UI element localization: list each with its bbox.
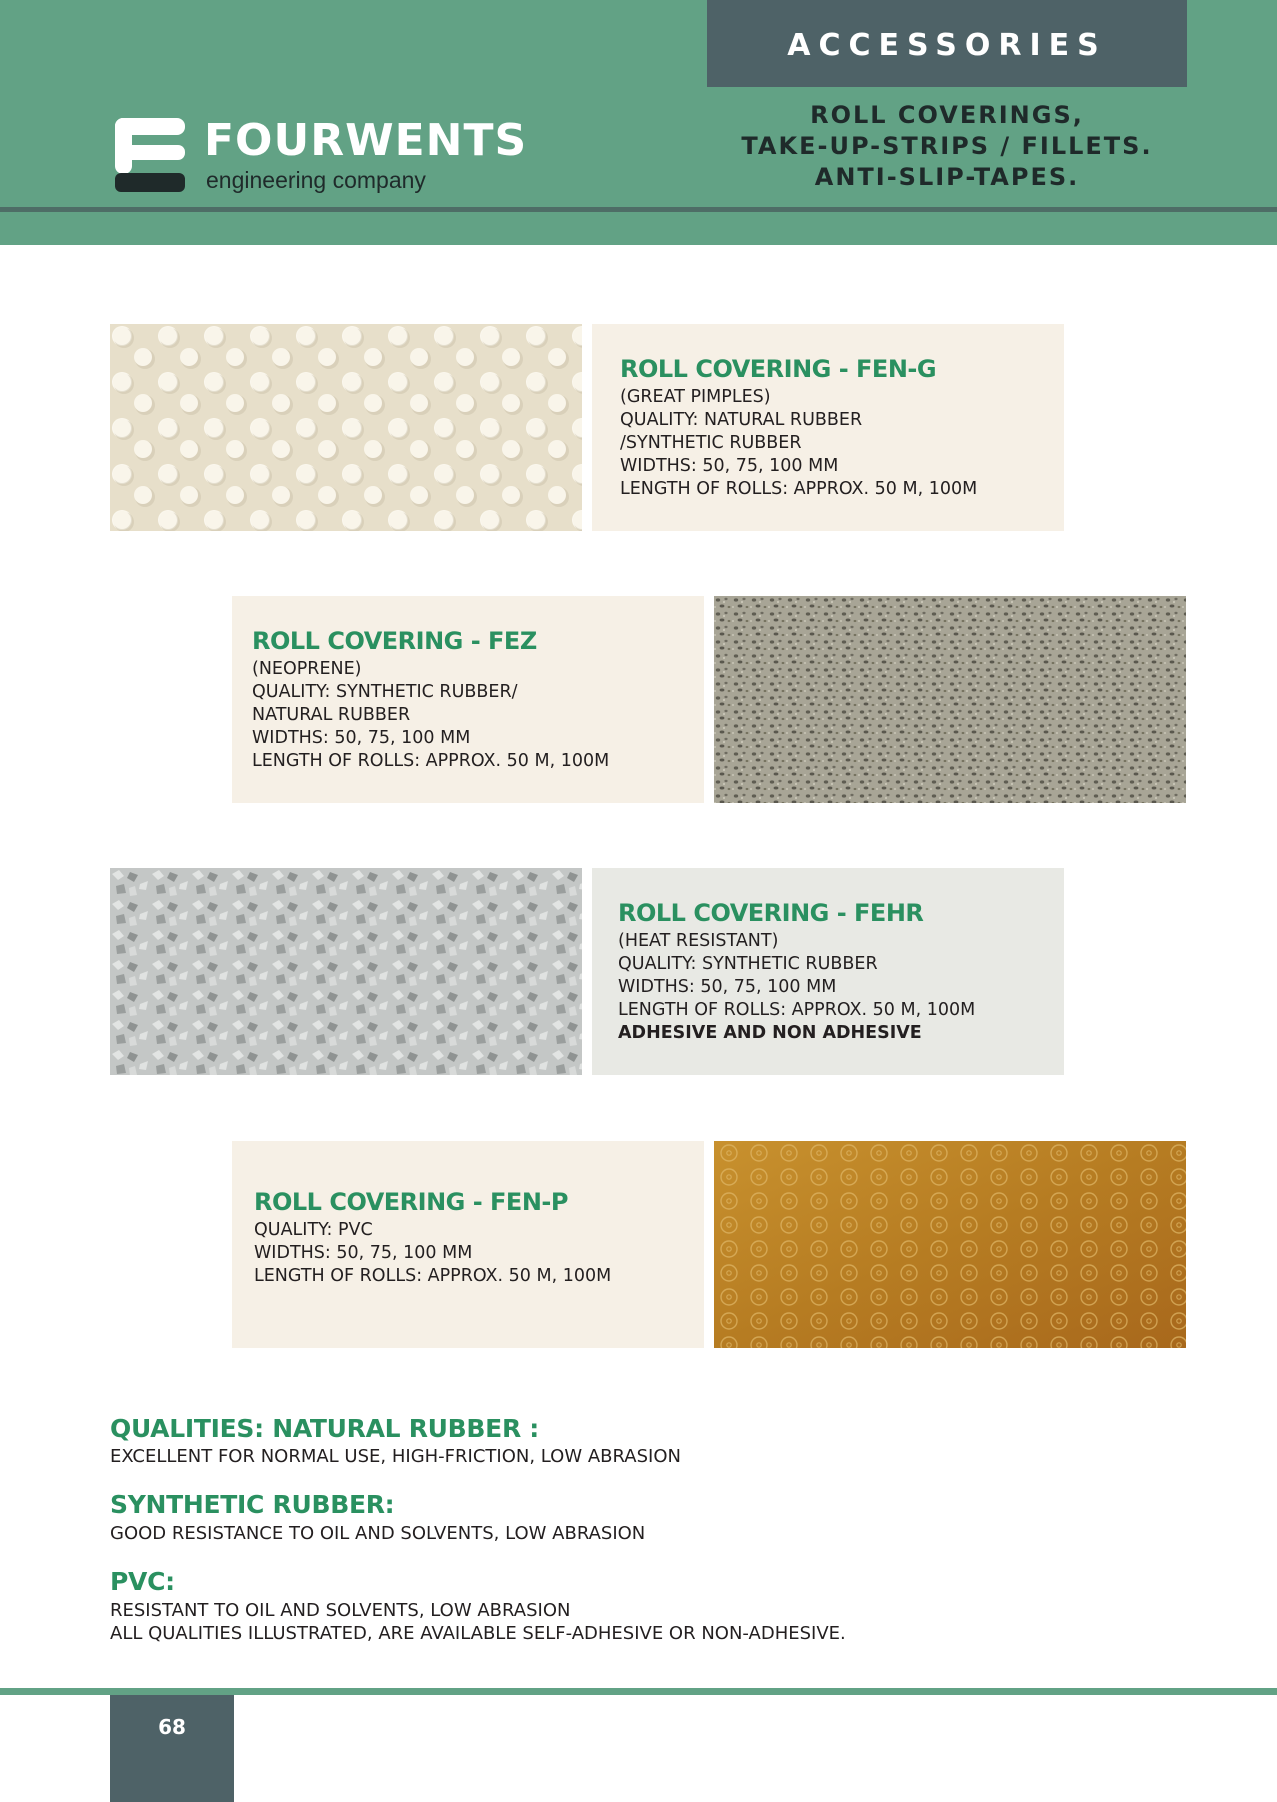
synthetic-rubber-text: GOOD RESISTANCE TO OIL AND SOLVENTS, LOW ABRASION [110,1523,646,1544]
section-title-box [707,0,1187,87]
brand-name: FOURWENTS [204,115,528,166]
fen-g-texture-image [110,324,582,531]
header-divider [0,207,1277,212]
subtitle-line: ANTI-SLIP-TAPES. [814,163,1080,191]
fehr-info-panel [592,868,1064,1075]
fourwents-logo-icon [115,118,185,192]
page-number-box [110,1695,234,1802]
product-spec-line: WIDTHS: 50, 75, 100 MM [620,456,839,476]
product-spec-line: QUALITY: NATURAL RUBBER [620,410,863,430]
product-spec-line: LENGTH OF ROLLS: APPROX. 50 M, 100M [252,751,610,771]
product-spec-line: (NEOPRENE) [252,659,362,679]
product-spec-line: QUALITY: SYNTHETIC RUBBER/ [252,682,518,702]
product-spec-line: (GREAT PIMPLES) [620,387,771,407]
light-grey-rough-rubber-texture [110,868,582,1075]
product-spec-line: WIDTHS: 50, 75, 100 MM [254,1243,473,1263]
fen-p-info-panel [232,1141,704,1348]
product-spec-line: QUALITY: PVC [254,1220,373,1240]
availability-note: ALL QUALITIES ILLUSTRATED, ARE AVAILABLE SELF-ADHESIVE OR NON-ADHESIVE. [110,1623,846,1644]
product-adhesive-note: ADHESIVE AND NON ADHESIVE [618,1023,922,1043]
footer-divider [0,1688,1277,1695]
pvc-text: RESISTANT TO OIL AND SOLVENTS, LOW ABRASION [110,1600,571,1621]
subtitle-line: TAKE-UP-STRIPS / FILLETS. [741,132,1153,160]
product-spec-line: NATURAL RUBBER [252,705,411,725]
section-title: ACCESSORIES [787,28,1107,63]
product-spec-line: WIDTHS: 50, 75, 100 MM [618,977,837,997]
product-spec-line: LENGTH OF ROLLS: APPROX. 50 M, 100M [620,479,978,499]
page-number: 68 [158,1715,186,1739]
pvc-heading: PVC: [110,1567,175,1596]
product-spec-line: (HEAT RESISTANT) [618,931,779,951]
synthetic-rubber-heading: SYNTHETIC RUBBER: [110,1490,395,1519]
grey-neoprene-texture [714,596,1186,803]
fez-info-panel [232,596,704,803]
page-header [0,0,1277,245]
product-title: ROLL COVERING - FEN-P [254,1188,568,1216]
fen-p-texture-image [714,1141,1186,1348]
product-spec-line: WIDTHS: 50, 75, 100 MM [252,728,471,748]
product-spec-line: QUALITY: SYNTHETIC RUBBER [618,954,878,974]
brand-tagline: engineering company [206,167,426,193]
header-subtitle [707,100,1187,193]
natural-rubber-text: EXCELLENT FOR NORMAL USE, HIGH-FRICTION, LOW ABRASION [110,1446,681,1467]
product-spec-line: /SYNTHETIC RUBBER [620,433,802,453]
product-title: ROLL COVERING - FEN-G [620,355,937,383]
amber-pvc-texture [714,1141,1186,1348]
fen-g-info-panel [592,324,1064,531]
product-spec-line: LENGTH OF ROLLS: APPROX. 50 M, 100M [254,1266,612,1286]
cream-pimpled-rubber-texture [110,324,582,531]
natural-rubber-heading: QUALITIES: NATURAL RUBBER : [110,1414,540,1443]
subtitle-line: ROLL COVERINGS, [810,101,1084,129]
fehr-texture-image [110,868,582,1075]
product-title: ROLL COVERING - FEHR [618,899,924,927]
product-title: ROLL COVERING - FEZ [252,627,537,655]
product-spec-line: LENGTH OF ROLLS: APPROX. 50 M, 100M [618,1000,976,1020]
fez-texture-image [714,596,1186,803]
